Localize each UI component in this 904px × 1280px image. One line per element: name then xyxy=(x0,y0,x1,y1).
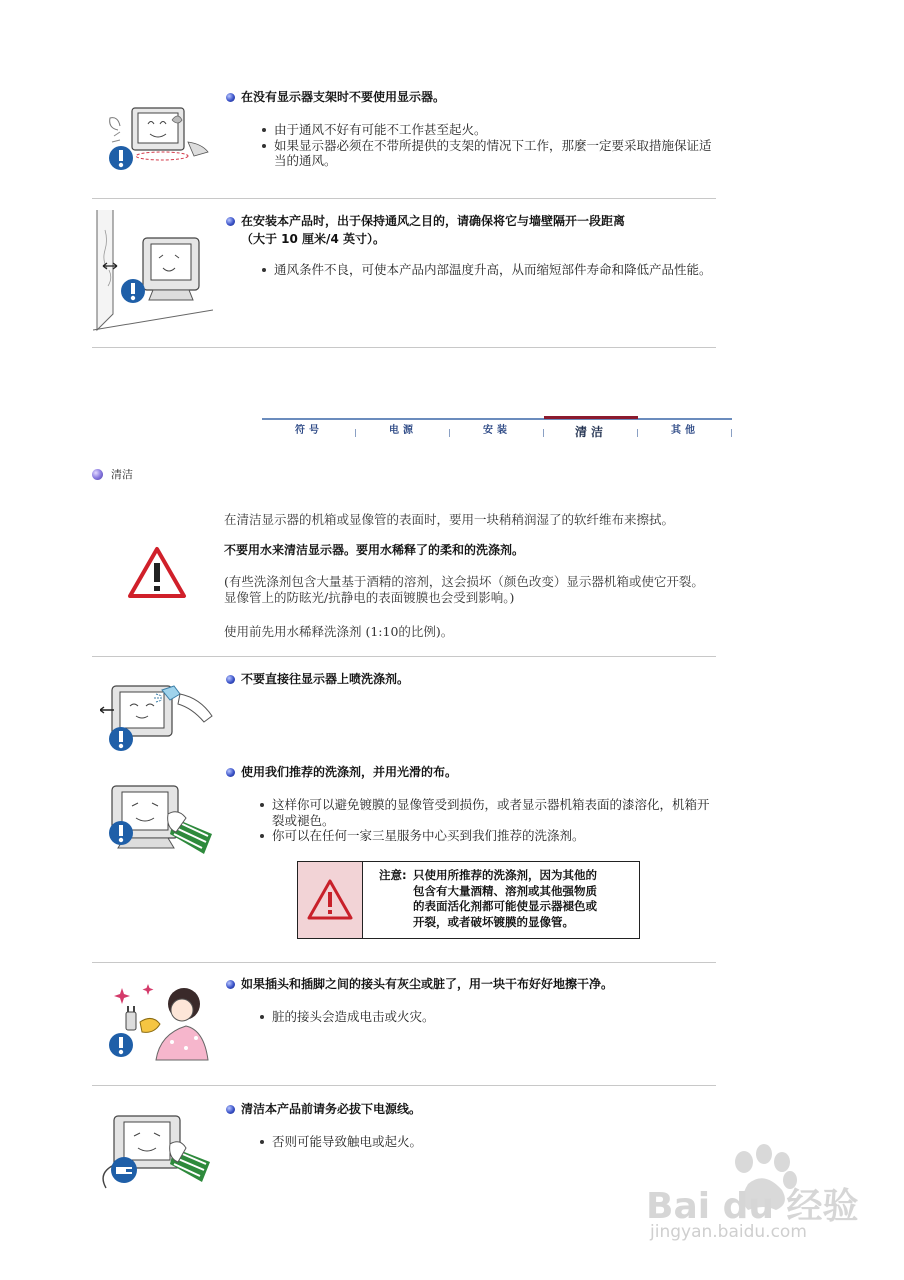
divider xyxy=(92,198,716,199)
divider xyxy=(92,347,716,348)
caution-text xyxy=(363,862,597,938)
bullet-list xyxy=(261,122,713,169)
tab-other[interactable]: 其他 xyxy=(671,425,699,436)
tab-install[interactable]: 安装 xyxy=(483,425,511,436)
tab-symbols[interactable]: 符号 xyxy=(295,425,323,436)
bullet-list xyxy=(259,797,715,844)
warning-triangle-icon xyxy=(306,878,354,922)
caution-notice-box xyxy=(297,861,640,939)
list-item: 由于通风不好有可能不工作甚至起火。 xyxy=(261,122,713,138)
caution-icon-panel xyxy=(298,862,363,938)
section-heading xyxy=(226,671,706,688)
heading-line: （大于 10 厘米/4 英寸）。 xyxy=(241,232,385,246)
info-icon xyxy=(120,278,146,308)
bullet-icon xyxy=(226,93,235,102)
list-item: 否则可能导致触电或起火。 xyxy=(259,1134,715,1150)
heading-line: 在安装本产品时，出于保持通风之目的，请确保将它与墙壁隔开一段距离 xyxy=(241,214,626,228)
list-item: 这样你可以避免镀膜的显像管受到损伤，或者显示器机箱表面的漆溶化，机箱开裂或褪色。 xyxy=(259,797,715,828)
caution-label: 注意: xyxy=(379,868,407,882)
list-item: 通风条件不良，可使本产品内部温度升高，从而缩短部件寿命和降低产品性能。 xyxy=(261,262,713,278)
baidu-watermark xyxy=(640,1140,880,1260)
tab-separator xyxy=(731,429,732,437)
bullet-icon xyxy=(226,675,235,684)
warning-triangle-icon xyxy=(127,546,187,604)
cleaning-note: (有些洗涤剂包含大量基于酒精的溶剂，这会损坏（颜色改变）显示器机箱或使它开裂。 显像管上的防眩光/抗静电的表面镀膜也会受到影响。) xyxy=(224,574,704,605)
divider xyxy=(92,1085,716,1086)
dilution-instruction: 使用前先用水稀释洗涤剂 (1:10的比例)。 xyxy=(224,624,454,639)
list-item: 脏的接头会造成电击或火灾。 xyxy=(259,1009,715,1025)
section-heading xyxy=(226,213,706,248)
bullet-list xyxy=(261,262,713,278)
monitor-wall-distance-illustration xyxy=(93,210,213,332)
divider xyxy=(92,962,716,963)
caution-line: 只使用所推荐的洗涤剂，因为其他的 xyxy=(413,868,597,882)
section-heading xyxy=(226,89,706,106)
section-title-text: 清洁 xyxy=(111,468,133,481)
heading-text xyxy=(241,213,625,248)
list-item: 你可以在任何一家三星服务中心买到我们推荐的洗涤剂。 xyxy=(259,828,715,844)
cleaning-section-title xyxy=(92,466,133,482)
section-heading xyxy=(226,976,706,993)
section-tabs xyxy=(262,418,732,442)
list-item: 如果显示器必须在不带所提供的支架的情况下工作，那麼一定要采取措施保证适当的通风。 xyxy=(261,138,713,169)
heading-text: 使用我们推荐的洗涤剂，并用光滑的布。 xyxy=(241,765,458,779)
heading-text: 清洁本产品前请务必拔下电源线。 xyxy=(241,1102,422,1116)
tab-cleaning[interactable]: 清洁 xyxy=(544,416,638,441)
bullet-icon xyxy=(226,980,235,989)
bullet-icon xyxy=(226,217,235,226)
section-bullet-icon xyxy=(92,469,103,480)
info-icon xyxy=(108,145,134,175)
unplug-icon xyxy=(110,1156,138,1188)
watermark-url: jingyan.baidu.com xyxy=(650,1222,807,1242)
caution-line: 的表面活化剂都可能使显示器褪色或 xyxy=(413,899,597,913)
tab-power[interactable]: 电源 xyxy=(389,425,417,436)
heading-text: 在没有显示器支架时不要使用显示器。 xyxy=(241,90,446,104)
divider xyxy=(92,656,716,657)
info-icon xyxy=(108,820,134,850)
caution-line: 包含有大量酒精、溶剂或其他强物质 xyxy=(413,883,597,898)
heading-text: 如果插头和插脚之间的接头有灰尘或脏了，用一块干布好好地擦干净。 xyxy=(241,977,614,991)
heading-text: 不要直接往显示器上喷洗涤剂。 xyxy=(241,672,410,686)
bullet-icon xyxy=(226,768,235,777)
cleaning-warning-text: 不要用水来清洁显示器。要用水稀释了的柔和的洗涤剂。 xyxy=(224,543,525,557)
bullet-list xyxy=(259,1009,715,1025)
info-icon xyxy=(108,726,134,756)
bullet-icon xyxy=(226,1105,235,1114)
info-icon xyxy=(108,1032,134,1062)
section-heading xyxy=(226,764,706,781)
section-heading xyxy=(226,1101,706,1118)
watermark-logo-text: Bai du 经验 xyxy=(646,1186,859,1227)
cleaning-paragraph: 在清洁显示器的机箱或显像管的表面时，要用一块稍稍润湿了的软纤维布来擦拭。 xyxy=(224,512,675,527)
caution-line: 开裂，或者破坏镀膜的显像管。 xyxy=(413,914,574,929)
